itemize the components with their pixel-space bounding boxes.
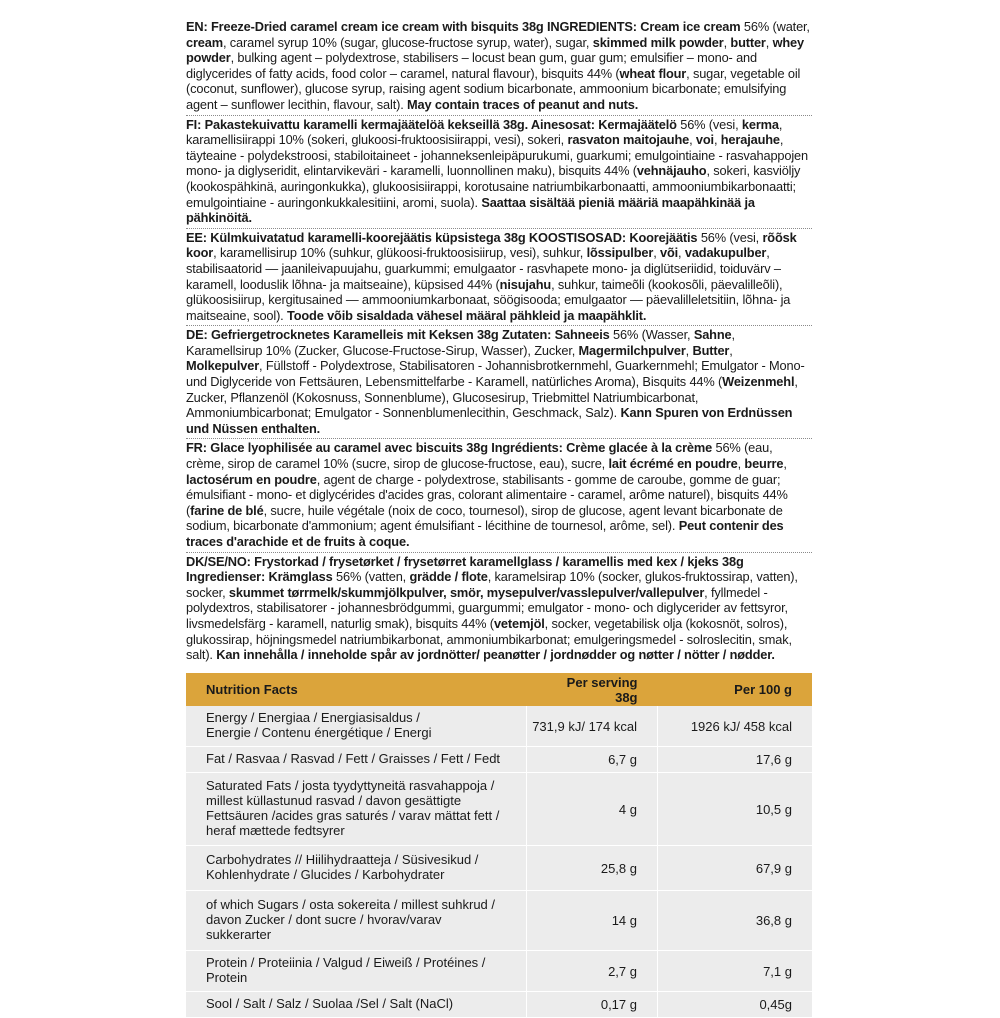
ingredient-text-segment: 56% (vatten, [336, 569, 410, 585]
nutrient-name-line: Energy / Energiaa / Energiasisaldus / [206, 710, 420, 725]
nutrient-name [186, 747, 527, 773]
nutrient-name-line: Fat / Rasvaa / Rasvad / Fett / Graisses / Fett / Fedt [206, 751, 501, 766]
ingredient-text-segment: , sugar, vegetable oil (coconut, sunflower), glucose syrup, raising agent sodium bicarbonate, ammoonium bicarbonate; emulsifying agent – sunflower lecithin, flavour, salt). [186, 65, 801, 112]
ingredient-text-segment: skummet tørrmelk/skummjölkpulver, smör, mysepulver/vasslepulver/vallepulver [228, 584, 705, 600]
nutrient-name [186, 951, 527, 992]
ingredients-en [186, 18, 812, 116]
ingredient-text-segment: , sokeri, kasviöljy (kookospähkinä, auringonkukka), glukoosisiirappi, korotusaine natriumbikarbonaatti, ammooniumbikarbonaatti; emulgointiaine - auringonkukkalesitiini, aromi, suola). [186, 163, 801, 210]
nutrition-row-carbohydrates [186, 846, 812, 891]
ingredient-text-segment: lait écrémé en poudre [608, 456, 738, 472]
ingredient-text-segment: , karamelsirap 10% (socker, glukos-fruktossirap, vatten), socker, [186, 569, 798, 600]
ingredient-text-segment: rõõsk koor [186, 229, 797, 261]
ingredients-section [186, 18, 812, 665]
nutrient-name-line: davon Zucker / dont sucre / hvorav/varav sukkerarter [206, 912, 442, 942]
per-serving-heading: Per serving 38g [527, 673, 658, 706]
ingredient-text-segment: , [678, 245, 685, 261]
ingredient-text-segment: , [723, 34, 731, 50]
ingredient-text-segment: Toode võib sisaldada vähesel määral pähkleid ja maapähklit. [287, 307, 647, 323]
ingredient-text-segment: butter [730, 34, 766, 50]
ingredient-text-segment: , [729, 342, 733, 358]
ingredient-text-segment: vadakupulber [684, 245, 767, 261]
ingredient-text-segment: nisujahu [499, 276, 552, 292]
per-100g-value: 0,45g [658, 992, 813, 1018]
per-100g-value: 10,5 g [658, 773, 813, 846]
ingredient-text-segment: farine de blé [190, 502, 264, 518]
nutrition-row-sugars [186, 891, 812, 951]
per-100g-value: 36,8 g [658, 891, 813, 951]
ingredients-fi [186, 116, 812, 229]
per-serving-value: 0,17 g [527, 992, 658, 1018]
ingredient-text-segment: 56% (vesi, [700, 229, 763, 245]
ingredient-text-segment: , stabilisaatorid — jaanileivapuujahu, guarkummi; emulgaator - rasvhapete mono- ja diglütseriidid, toiduvärv – karamell, looduslik lõhna- ja maitseaine), küpsised 44% ( [186, 245, 781, 292]
per-serving-value: 2,7 g [527, 951, 658, 992]
nutrition-facts-table [186, 673, 812, 1018]
ingredient-text-segment: Magermilchpulver [578, 342, 686, 358]
nutrition-row-fat [186, 747, 812, 773]
ingredient-text-segment: , agent de charge - polydextrose, stabilisants - gomme de caroube, gomme de guar; émulsifiant - mono- et diglycérides d'acides gras, colorant alimentaire - caramel, arôme naturel), bisquits 44% ( [186, 471, 788, 518]
nutrient-name-line: Energie / Contenu énergétique / Energi [206, 725, 432, 740]
ingredient-text-segment: Butter [692, 342, 730, 358]
nutrient-name-line: Saturated Fats / josta tyydyttyneitä rasvahappoja / [206, 778, 495, 793]
nutrient-name [186, 846, 527, 891]
nutrient-name [186, 992, 527, 1018]
ingredient-text-segment: kerma [741, 116, 779, 132]
ingredient-text-segment: DE: Gefriergetrocknetes Karamelleis mit Keksen 38g Zutaten: Sahneeis [186, 327, 614, 343]
nutrient-name [186, 891, 527, 951]
ingredient-text-segment: May contain traces of peanut and nuts. [407, 96, 639, 112]
ingredient-text-segment: 56% (eau, [715, 440, 773, 456]
ingredient-text-segment: cream [186, 34, 223, 50]
per-serving-value: 731,9 kJ/ 174 kcal [527, 706, 658, 747]
ingredient-text-segment: herajauhe [720, 132, 780, 148]
ingredient-text-segment: , sucre, huile végétale (noix de coco, tournesol), sirop de glucose, agent levant bicarbonate de sodium, bicarbonate d'ammonium; agent émulsifiant - lécithine de tournesol, arôme, sel). [186, 502, 783, 534]
ingredient-text-segment: või [660, 245, 679, 261]
ingredient-text-segment: , [685, 342, 693, 358]
nutrient-name-line: Carbohydrates // Hiilihydraatteja / Süsivesikud / [206, 852, 479, 867]
ingredient-text-segment: , karamellisirup 10% (suhkur, glükoosi-fruktoosisiirup, vesi), suhkur, [213, 245, 587, 261]
ingredient-text-segment: Molkepulver [186, 358, 260, 374]
per-serving-value: 4 g [527, 773, 658, 846]
nutrient-name-line: Fettsäuren /acides gras saturés / varav mättat fett / [206, 808, 500, 823]
ingredient-text-segment: , [765, 34, 773, 50]
ingredient-text-segment: Saattaa sisältää pieniä määriä maapähkinää ja pähkinöitä. [186, 194, 755, 226]
ingredient-text-segment: FI: Pakastekuivattu karamelli kermajäätelöä kekseillä 38g. Ainesosat: Kermajäätelö [186, 116, 681, 132]
ingredient-text-segment: , [713, 132, 721, 148]
ingredient-text-segment: EN: Freeze-Dried caramel cream ice cream with bisquits 38g INGREDIENTS: Cream ice cream [186, 19, 744, 34]
ingredient-text-segment: , bulking agent – polydextrose, stabilisers – locust bean gum, guar gum; emulsifier – mono- and diglycerides of fatty acids, food color – caramel, natural flavour), bisquits 44% ( [186, 50, 757, 81]
ingredient-text-segment: grädde / flote [409, 569, 488, 585]
ingredient-text-segment: , [689, 132, 696, 148]
ingredient-text-segment: , [737, 456, 745, 472]
nutrition-row-saturated-fats [186, 773, 812, 846]
ingredient-text-segment: , [653, 245, 660, 261]
ingredient-text-segment: rasvaton maitojauhe [567, 132, 690, 148]
ingredient-text-segment: DK/SE/NO: Frystorkad / frysetørket / frysetørret karamellglass / karamellis med kex / kjeks 38g Ingredienser: Krämglass [186, 553, 744, 585]
ingredient-text-segment: beurre [744, 456, 784, 472]
ingredient-text-segment: 56% (vesi, [680, 116, 742, 132]
nutrient-name [186, 773, 527, 846]
ingredient-text-segment: , sirop de caramel 10% (sucre, sirop de glucose-fructose, eau), sucre, [220, 456, 609, 472]
per-serving-value: 6,7 g [527, 747, 658, 773]
ingredient-text-segment: Kann Spuren von Erdnüssen und Nüssen enthalten. [186, 405, 793, 436]
ingredient-text-segment: , suhkur, taimeõli (kookosõli, päevalilleõli), glükoosisiirup, kergitusained — ammooniumkarbonaat, söögisooda; emulgaator — päevalilleletsitiin, lõhna- ja maitseaine, sool). [186, 276, 791, 323]
ingredient-text-segment: Sahne [693, 327, 732, 343]
nutrient-name-line: of which Sugars / osta sokereita / millest suhkrud / [206, 897, 496, 912]
ingredients-de [186, 326, 812, 439]
nutrition-row-energy [186, 706, 812, 747]
ingredient-text-segment: lõssipulber [586, 245, 654, 261]
per-100g-heading: Per 100 g [658, 673, 813, 706]
per-100g-value: 7,1 g [658, 951, 813, 992]
per-100g-value: 17,6 g [658, 747, 813, 773]
ingredients-fr [186, 439, 812, 552]
ingredient-text-segment: whey powder [186, 34, 804, 66]
ingredient-text-segment: , socker, vegetabilisk olja (kokosnöt, solros), glukossirap, höjningsmedel natriumbikarbonat, ammoniumbikarbonat; emulgeringsmedel - solroslecitin, smak, salt). [186, 615, 792, 663]
nutrient-name-line: Sool / Salt / Salz / Suolaa /Sel / Salt (NaCl) [206, 996, 454, 1011]
ingredient-text-segment: Kan innehålla / inneholde spår av jordnötter/ peanøtter / jordnødder og nøtter / nötter / nødder. [216, 647, 775, 663]
nutrition-header-row [186, 673, 812, 706]
per-serving-value: 25,8 g [527, 846, 658, 891]
ingredient-text-segment: Weizenmehl [722, 374, 795, 390]
nutrient-name-line: heraf mættede fedtsyrer [206, 823, 345, 838]
ingredient-text-segment: lactosérum en poudre [186, 471, 317, 487]
nutrition-row-protein [186, 951, 812, 992]
ingredient-text-segment: , caramel syrup 10% (sugar, glucose-fructose syrup, water), sugar, [222, 34, 593, 50]
per-100g-value: 1926 kJ/ 458 kcal [658, 706, 813, 747]
ingredient-text-segment: wheat flour [619, 65, 687, 81]
ingredient-text-segment: 56% (Wasser, [613, 327, 694, 343]
ingredient-text-segment: , Zucker, Pflanzenöl (Kokosnuss, Sonnenblume), Glucosesirup, Triebmittel Natriumbicarbonat, Ammoniumbicarbonat; Emulgator - Sonnenblumenlecithin, Geschmack, Salz). [186, 374, 798, 421]
ingredient-text-segment: Peut contenir des traces d'arachide et de fruits à coque. [186, 518, 784, 549]
ingredient-text-segment: , Füllstoff - Polydextrose, Stabilisatoren - Johannisbrotkernmehl, Guarkernmehl; Emulgator - Mono- und Diglyceride von Fettsäuren, Lebensmittelfarbe - Karamell, natürliches Aroma), Bisquits 44% ( [186, 358, 805, 390]
per-100g-value: 67,9 g [658, 846, 813, 891]
nutrition-row-salt [186, 992, 812, 1018]
ingredient-text-segment: voi [695, 132, 714, 148]
ingredient-text-segment: crème [186, 456, 221, 472]
ingredient-text-segment: 56% (water, [743, 19, 810, 34]
ingredient-text-segment: , [783, 456, 787, 472]
per-serving-value: 14 g [527, 891, 658, 951]
ingredient-text-segment: , täyteaine - polydekstroosi, stabiloitaineet - johanneksenleipäpurukumi, guarkumi; emulgointiaine - rasvahappojen mono- ja diglyseridit, elintarvikeväri - karamelli, luonnollinen maku), bisquits 44% ( [186, 132, 808, 179]
ingredient-text-segment: vetemjöl [493, 615, 545, 631]
nutrient-name-line: millest küllastunud rasvad / davon gesättigte [206, 793, 462, 808]
nutrient-name [186, 706, 527, 747]
ingredient-text-segment: , karamellisiirappi 10% (sokeri, glukoosi-fruktoosisiirappi, vesi), sokeri, [186, 116, 783, 148]
nutrition-facts-heading: Nutrition Facts [186, 673, 527, 706]
ingredient-text-segment: vehnäjauho [636, 163, 707, 179]
ingredients-dk-se-no [186, 553, 812, 665]
ingredient-text-segment: skimmed milk powder [592, 34, 724, 50]
ingredient-text-segment: , Karamellsirup 10% (Zucker, Glucose-Fructose-Sirup, Wasser), Zucker, [186, 327, 735, 358]
nutrient-name-line: Kohlenhydrate / Glucides / Karbohydrater [206, 867, 445, 882]
ingredient-text-segment: , fyllmedel - polydextros, stabilisatorer - johannesbrödgummi, guargummi; emulgator - mono- och diglycerider av fettsyror, livsmedelsfärg - karamell, naturlig smak), bisquits 44% ( [186, 584, 788, 631]
ingredients-ee [186, 229, 812, 327]
ingredient-text-segment: FR: Glace lyophilisée au caramel avec biscuits 38g Ingrédients: Crème glacée à la crème [186, 440, 716, 456]
nutrient-name-line: Protein / Proteiinia / Valgud / Eiweiß / Protéines / Protein [206, 955, 486, 985]
ingredient-text-segment: EE: Külmkuivatatud karamelli-koorejäätis küpsistega 38g KOOSTISOSAD: Koorejäätis [186, 229, 701, 245]
nutrition-body [186, 706, 812, 1018]
